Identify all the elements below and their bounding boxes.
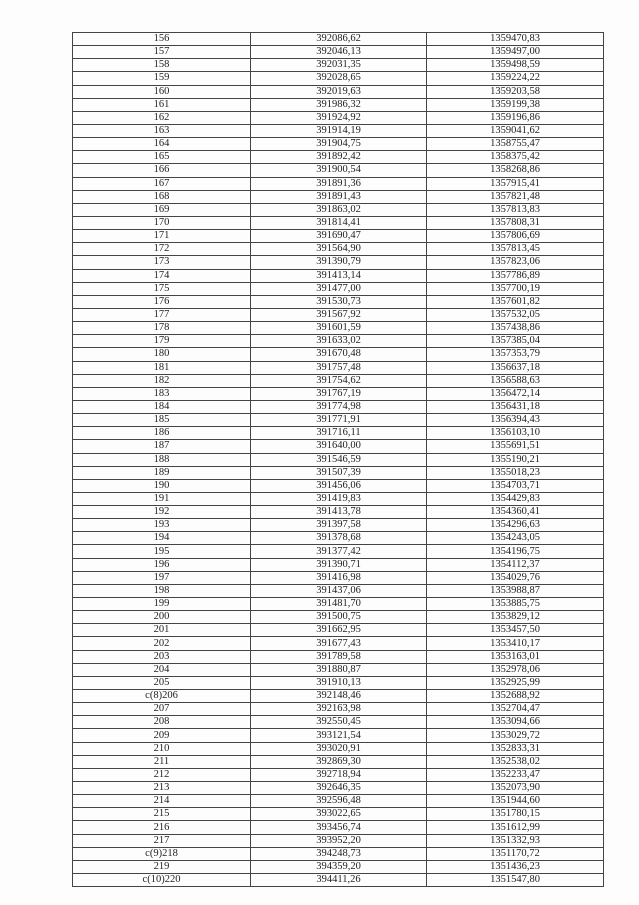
- point-number-cell: 209: [73, 729, 251, 742]
- table-row: [73, 243, 604, 256]
- y-coordinate-cell: 1354703,71: [427, 479, 604, 492]
- y-coordinate-cell: 1356394,43: [427, 414, 604, 427]
- table-row: [73, 85, 604, 98]
- point-number-cell: 177: [73, 308, 251, 321]
- y-coordinate-cell: 1352833,31: [427, 742, 604, 755]
- point-number-cell: 215: [73, 808, 251, 821]
- x-coordinate-cell: 391814,41: [251, 216, 427, 229]
- x-coordinate-cell: 391716,11: [251, 427, 427, 440]
- x-coordinate-cell: 391774,98: [251, 400, 427, 413]
- x-coordinate-cell: 393020,91: [251, 742, 427, 755]
- x-coordinate-cell: 391419,83: [251, 492, 427, 505]
- table-row: [73, 164, 604, 177]
- y-coordinate-cell: 1355190,21: [427, 453, 604, 466]
- x-coordinate-cell: 392148,46: [251, 690, 427, 703]
- y-coordinate-cell: 1354360,41: [427, 506, 604, 519]
- table-row: [73, 124, 604, 137]
- point-number-cell: 167: [73, 177, 251, 190]
- table-row: [73, 611, 604, 624]
- point-number-cell: 213: [73, 782, 251, 795]
- y-coordinate-cell: 1354429,83: [427, 492, 604, 505]
- y-coordinate-cell: 1353829,12: [427, 611, 604, 624]
- table-row: [73, 782, 604, 795]
- point-number-cell: c(8)206: [73, 690, 251, 703]
- table-row: [73, 584, 604, 597]
- y-coordinate-cell: 1358755,47: [427, 138, 604, 151]
- x-coordinate-cell: 391437,06: [251, 584, 427, 597]
- point-number-cell: 184: [73, 400, 251, 413]
- x-coordinate-cell: 394411,26: [251, 874, 427, 887]
- table-row: [73, 874, 604, 887]
- x-coordinate-cell: 391633,02: [251, 335, 427, 348]
- x-coordinate-cell: 391567,92: [251, 308, 427, 321]
- table-row: [73, 203, 604, 216]
- point-number-cell: 210: [73, 742, 251, 755]
- y-coordinate-cell: 1352704,47: [427, 703, 604, 716]
- y-coordinate-cell: 1359041,62: [427, 124, 604, 137]
- table-row: [73, 216, 604, 229]
- point-number-cell: 219: [73, 860, 251, 873]
- point-number-cell: 191: [73, 492, 251, 505]
- point-number-cell: 217: [73, 834, 251, 847]
- y-coordinate-cell: 1351780,15: [427, 808, 604, 821]
- x-coordinate-cell: 391397,58: [251, 519, 427, 532]
- y-coordinate-cell: 1356588,63: [427, 374, 604, 387]
- x-coordinate-cell: 391910,13: [251, 676, 427, 689]
- y-coordinate-cell: 1357700,19: [427, 282, 604, 295]
- x-coordinate-cell: 391564,90: [251, 243, 427, 256]
- y-coordinate-cell: 1353163,01: [427, 650, 604, 663]
- point-number-cell: 185: [73, 414, 251, 427]
- y-coordinate-cell: 1356472,14: [427, 387, 604, 400]
- x-coordinate-cell: 391662,95: [251, 624, 427, 637]
- y-coordinate-cell: 1352538,02: [427, 755, 604, 768]
- table-row: [73, 663, 604, 676]
- point-number-cell: 199: [73, 598, 251, 611]
- table-row: [73, 59, 604, 72]
- table-row: [73, 72, 604, 85]
- x-coordinate-cell: 391914,19: [251, 124, 427, 137]
- y-coordinate-cell: 1359196,86: [427, 111, 604, 124]
- point-number-cell: 175: [73, 282, 251, 295]
- table-row: [73, 269, 604, 282]
- point-number-cell: 214: [73, 795, 251, 808]
- y-coordinate-cell: 1359498,59: [427, 59, 604, 72]
- table-row: [73, 335, 604, 348]
- table-row: [73, 190, 604, 203]
- point-number-cell: 198: [73, 584, 251, 597]
- point-number-cell: 172: [73, 243, 251, 256]
- y-coordinate-cell: 1357438,86: [427, 322, 604, 335]
- x-coordinate-cell: 392596,48: [251, 795, 427, 808]
- x-coordinate-cell: 391500,75: [251, 611, 427, 624]
- point-number-cell: 169: [73, 203, 251, 216]
- x-coordinate-cell: 391390,71: [251, 558, 427, 571]
- y-coordinate-cell: 1353410,17: [427, 637, 604, 650]
- point-number-cell: 176: [73, 295, 251, 308]
- x-coordinate-cell: 394359,20: [251, 860, 427, 873]
- table-row: [73, 230, 604, 243]
- point-number-cell: 161: [73, 98, 251, 111]
- y-coordinate-cell: 1357915,41: [427, 177, 604, 190]
- point-number-cell: 197: [73, 571, 251, 584]
- y-coordinate-cell: 1354029,76: [427, 571, 604, 584]
- point-number-cell: 159: [73, 72, 251, 85]
- x-coordinate-cell: 391904,75: [251, 138, 427, 151]
- x-coordinate-cell: 391416,98: [251, 571, 427, 584]
- table-row: [73, 703, 604, 716]
- table-row: [73, 598, 604, 611]
- table-row: [73, 138, 604, 151]
- x-coordinate-cell: 391900,54: [251, 164, 427, 177]
- y-coordinate-cell: 1353029,72: [427, 729, 604, 742]
- x-coordinate-cell: 391377,42: [251, 545, 427, 558]
- y-coordinate-cell: 1357821,48: [427, 190, 604, 203]
- coordinates-table-body: [73, 33, 604, 887]
- x-coordinate-cell: 391546,59: [251, 453, 427, 466]
- point-number-cell: 181: [73, 361, 251, 374]
- point-number-cell: 180: [73, 348, 251, 361]
- y-coordinate-cell: 1359470,83: [427, 33, 604, 46]
- x-coordinate-cell: 391754,62: [251, 374, 427, 387]
- table-row: [73, 151, 604, 164]
- table-row: [73, 768, 604, 781]
- table-row: [73, 348, 604, 361]
- x-coordinate-cell: 392550,45: [251, 716, 427, 729]
- point-number-cell: 173: [73, 256, 251, 269]
- point-number-cell: c(10)220: [73, 874, 251, 887]
- x-coordinate-cell: 391789,58: [251, 650, 427, 663]
- point-number-cell: 195: [73, 545, 251, 558]
- x-coordinate-cell: 392718,94: [251, 768, 427, 781]
- table-row: [73, 295, 604, 308]
- table-row: [73, 571, 604, 584]
- point-number-cell: 160: [73, 85, 251, 98]
- x-coordinate-cell: 391670,48: [251, 348, 427, 361]
- point-number-cell: 216: [73, 821, 251, 834]
- table-row: [73, 545, 604, 558]
- x-coordinate-cell: 393121,54: [251, 729, 427, 742]
- table-row: [73, 400, 604, 413]
- point-number-cell: 196: [73, 558, 251, 571]
- y-coordinate-cell: 1359224,22: [427, 72, 604, 85]
- table-row: [73, 33, 604, 46]
- point-number-cell: 205: [73, 676, 251, 689]
- x-coordinate-cell: 392163,98: [251, 703, 427, 716]
- y-coordinate-cell: 1355018,23: [427, 466, 604, 479]
- table-row: [73, 387, 604, 400]
- table-row: [73, 742, 604, 755]
- table-row: [73, 282, 604, 295]
- x-coordinate-cell: 391863,02: [251, 203, 427, 216]
- y-coordinate-cell: 1357532,05: [427, 308, 604, 321]
- y-coordinate-cell: 1356431,18: [427, 400, 604, 413]
- point-number-cell: c(9)218: [73, 847, 251, 860]
- point-number-cell: 165: [73, 151, 251, 164]
- y-coordinate-cell: 1353988,87: [427, 584, 604, 597]
- y-coordinate-cell: 1357813,45: [427, 243, 604, 256]
- x-coordinate-cell: 391378,68: [251, 532, 427, 545]
- table-row: [73, 506, 604, 519]
- x-coordinate-cell: 392869,30: [251, 755, 427, 768]
- y-coordinate-cell: 1354296,63: [427, 519, 604, 532]
- y-coordinate-cell: 1359199,38: [427, 98, 604, 111]
- table-row: [73, 322, 604, 335]
- y-coordinate-cell: 1359203,58: [427, 85, 604, 98]
- point-number-cell: 164: [73, 138, 251, 151]
- x-coordinate-cell: 393952,20: [251, 834, 427, 847]
- x-coordinate-cell: 393022,65: [251, 808, 427, 821]
- point-number-cell: 208: [73, 716, 251, 729]
- y-coordinate-cell: 1354243,05: [427, 532, 604, 545]
- table-row: [73, 532, 604, 545]
- point-number-cell: 187: [73, 440, 251, 453]
- x-coordinate-cell: 391771,91: [251, 414, 427, 427]
- table-row: [73, 755, 604, 768]
- y-coordinate-cell: 1352688,92: [427, 690, 604, 703]
- point-number-cell: 158: [73, 59, 251, 72]
- x-coordinate-cell: 391757,48: [251, 361, 427, 374]
- y-coordinate-cell: 1357813,83: [427, 203, 604, 216]
- point-number-cell: 168: [73, 190, 251, 203]
- x-coordinate-cell: 391986,32: [251, 98, 427, 111]
- table-row: [73, 440, 604, 453]
- y-coordinate-cell: 1353885,75: [427, 598, 604, 611]
- table-row: [73, 808, 604, 821]
- x-coordinate-cell: 391690,47: [251, 230, 427, 243]
- x-coordinate-cell: 391413,14: [251, 269, 427, 282]
- y-coordinate-cell: 1353094,66: [427, 716, 604, 729]
- x-coordinate-cell: 391413,78: [251, 506, 427, 519]
- y-coordinate-cell: 1351170,72: [427, 847, 604, 860]
- point-number-cell: 202: [73, 637, 251, 650]
- point-number-cell: 171: [73, 230, 251, 243]
- table-row: [73, 795, 604, 808]
- y-coordinate-cell: 1355691,51: [427, 440, 604, 453]
- table-row: [73, 624, 604, 637]
- x-coordinate-cell: 392031,35: [251, 59, 427, 72]
- point-number-cell: 200: [73, 611, 251, 624]
- y-coordinate-cell: 1357385,04: [427, 335, 604, 348]
- y-coordinate-cell: 1356637,18: [427, 361, 604, 374]
- point-number-cell: 162: [73, 111, 251, 124]
- table-row: [73, 860, 604, 873]
- y-coordinate-cell: 1357808,31: [427, 216, 604, 229]
- y-coordinate-cell: 1357353,79: [427, 348, 604, 361]
- x-coordinate-cell: 391481,70: [251, 598, 427, 611]
- x-coordinate-cell: 391640,00: [251, 440, 427, 453]
- y-coordinate-cell: 1351547,80: [427, 874, 604, 887]
- x-coordinate-cell: 391677,43: [251, 637, 427, 650]
- point-number-cell: 190: [73, 479, 251, 492]
- table-row: [73, 361, 604, 374]
- y-coordinate-cell: 1357601,82: [427, 295, 604, 308]
- point-number-cell: 183: [73, 387, 251, 400]
- table-row: [73, 98, 604, 111]
- point-number-cell: 189: [73, 466, 251, 479]
- point-number-cell: 157: [73, 46, 251, 59]
- table-row: [73, 46, 604, 59]
- table-row: [73, 558, 604, 571]
- y-coordinate-cell: 1356103,10: [427, 427, 604, 440]
- point-number-cell: 207: [73, 703, 251, 716]
- x-coordinate-cell: 394248,73: [251, 847, 427, 860]
- x-coordinate-cell: 391767,19: [251, 387, 427, 400]
- y-coordinate-cell: 1352233,47: [427, 768, 604, 781]
- x-coordinate-cell: 391390,79: [251, 256, 427, 269]
- point-number-cell: 204: [73, 663, 251, 676]
- table-row: [73, 374, 604, 387]
- x-coordinate-cell: 392646,35: [251, 782, 427, 795]
- x-coordinate-cell: 391477,00: [251, 282, 427, 295]
- y-coordinate-cell: 1352978,06: [427, 663, 604, 676]
- point-number-cell: 203: [73, 650, 251, 663]
- table-row: [73, 479, 604, 492]
- x-coordinate-cell: 392019,63: [251, 85, 427, 98]
- table-row: [73, 650, 604, 663]
- y-coordinate-cell: 1358375,42: [427, 151, 604, 164]
- y-coordinate-cell: 1352925,99: [427, 676, 604, 689]
- table-row: [73, 453, 604, 466]
- x-coordinate-cell: 391530,73: [251, 295, 427, 308]
- y-coordinate-cell: 1351612,99: [427, 821, 604, 834]
- table-row: [73, 177, 604, 190]
- y-coordinate-cell: 1351332,93: [427, 834, 604, 847]
- table-row: [73, 637, 604, 650]
- table-row: [73, 821, 604, 834]
- y-coordinate-cell: 1351436,23: [427, 860, 604, 873]
- x-coordinate-cell: 392046,13: [251, 46, 427, 59]
- table-row: [73, 111, 604, 124]
- point-number-cell: 186: [73, 427, 251, 440]
- table-row: [73, 256, 604, 269]
- x-coordinate-cell: 393456,74: [251, 821, 427, 834]
- table-row: [73, 519, 604, 532]
- y-coordinate-cell: 1357823,06: [427, 256, 604, 269]
- x-coordinate-cell: 391892,42: [251, 151, 427, 164]
- table-row: [73, 427, 604, 440]
- table-row: [73, 308, 604, 321]
- x-coordinate-cell: 391456,06: [251, 479, 427, 492]
- point-number-cell: 194: [73, 532, 251, 545]
- table-row: [73, 414, 604, 427]
- coordinates-table: [72, 32, 604, 887]
- point-number-cell: 178: [73, 322, 251, 335]
- y-coordinate-cell: 1353457,50: [427, 624, 604, 637]
- point-number-cell: 211: [73, 755, 251, 768]
- y-coordinate-cell: 1354196,75: [427, 545, 604, 558]
- table-row: [73, 834, 604, 847]
- point-number-cell: 188: [73, 453, 251, 466]
- x-coordinate-cell: 391507,39: [251, 466, 427, 479]
- y-coordinate-cell: 1354112,37: [427, 558, 604, 571]
- y-coordinate-cell: 1351944,60: [427, 795, 604, 808]
- point-number-cell: 192: [73, 506, 251, 519]
- table-row: [73, 729, 604, 742]
- y-coordinate-cell: 1358268,86: [427, 164, 604, 177]
- y-coordinate-cell: 1359497,00: [427, 46, 604, 59]
- point-number-cell: 163: [73, 124, 251, 137]
- y-coordinate-cell: 1357806,69: [427, 230, 604, 243]
- point-number-cell: 170: [73, 216, 251, 229]
- point-number-cell: 212: [73, 768, 251, 781]
- x-coordinate-cell: 391924,92: [251, 111, 427, 124]
- x-coordinate-cell: 392028,65: [251, 72, 427, 85]
- y-coordinate-cell: 1357786,89: [427, 269, 604, 282]
- point-number-cell: 193: [73, 519, 251, 532]
- table-row: [73, 716, 604, 729]
- x-coordinate-cell: 391891,36: [251, 177, 427, 190]
- table-row: [73, 690, 604, 703]
- x-coordinate-cell: 391891,43: [251, 190, 427, 203]
- point-number-cell: 179: [73, 335, 251, 348]
- table-row: [73, 676, 604, 689]
- x-coordinate-cell: 391601,59: [251, 322, 427, 335]
- point-number-cell: 174: [73, 269, 251, 282]
- point-number-cell: 201: [73, 624, 251, 637]
- table-row: [73, 466, 604, 479]
- table-row: [73, 847, 604, 860]
- table-row: [73, 492, 604, 505]
- x-coordinate-cell: 391880,87: [251, 663, 427, 676]
- y-coordinate-cell: 1352073,90: [427, 782, 604, 795]
- point-number-cell: 166: [73, 164, 251, 177]
- x-coordinate-cell: 392086,62: [251, 33, 427, 46]
- point-number-cell: 182: [73, 374, 251, 387]
- point-number-cell: 156: [73, 33, 251, 46]
